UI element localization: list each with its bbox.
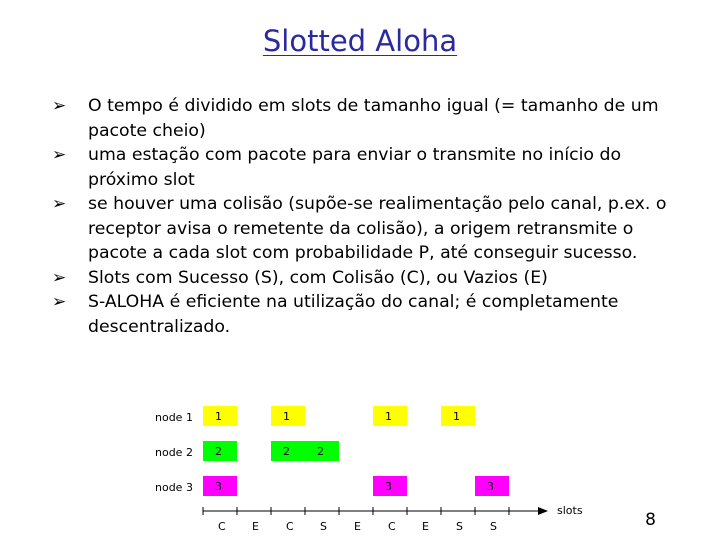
slot-outcome-label: E [252, 520, 259, 533]
bullet-text: uma estação com pacote para enviar o transmite no início do próximo slot [88, 145, 622, 190]
packet-label: 1 [283, 410, 290, 423]
slot-outcome-label: C [388, 520, 396, 533]
bullet-text: S-ALOHA é eficiente na utilização do canal; é completamente descentralizado. [88, 292, 619, 337]
arrow-bullet-icon: ➢ [52, 194, 67, 214]
arrow-bullet-icon: ➢ [52, 145, 67, 165]
bullet-text: se houver uma colisão (supõe-se realimentação pelo canal, p.ex. o receptor avisa o remetente da colisão), a origem retransmite o pacote a cada slot com probabilidade P, até conseguir sucesso. [88, 194, 667, 263]
packet-label: 3 [487, 480, 494, 493]
arrow-bullet-icon: ➢ [52, 267, 67, 288]
node-label: node 1 [155, 411, 193, 424]
packet-label: 2 [283, 445, 290, 458]
slot-outcome-label: E [354, 520, 361, 533]
packet-label: 3 [215, 480, 222, 493]
node-label: node 3 [155, 481, 193, 494]
slot-outcome-label: C [218, 520, 226, 533]
bullet-text: Slots com Sucesso (S), com Colisão (C), ou Vazios (E) [88, 267, 548, 288]
time-axis-arrowhead [538, 507, 548, 515]
page-number: 8 [645, 510, 656, 530]
slot-outcome-label: E [422, 520, 429, 533]
bullet-text: O tempo é dividido em slots de tamanho igual (= tamanho de um pacote cheio) [88, 96, 659, 141]
packet-label: 1 [215, 410, 222, 423]
arrow-bullet-icon: ➢ [52, 96, 67, 116]
axis-label: slots [557, 504, 583, 517]
slot-outcome-label: S [320, 520, 327, 533]
slide-title: Slotted Aloha [262, 24, 458, 58]
packet-label: 1 [453, 410, 460, 423]
slot-outcome-label: S [456, 520, 463, 533]
slot-outcome-label: C [286, 520, 294, 533]
slot-outcome-label: S [490, 520, 497, 533]
arrow-bullet-icon: ➢ [52, 292, 67, 312]
packet-label: 3 [385, 480, 392, 493]
node-label: node 2 [155, 446, 193, 459]
packet-label: 1 [385, 410, 392, 423]
packet-label: 2 [317, 445, 324, 458]
packet-label: 2 [215, 445, 222, 458]
